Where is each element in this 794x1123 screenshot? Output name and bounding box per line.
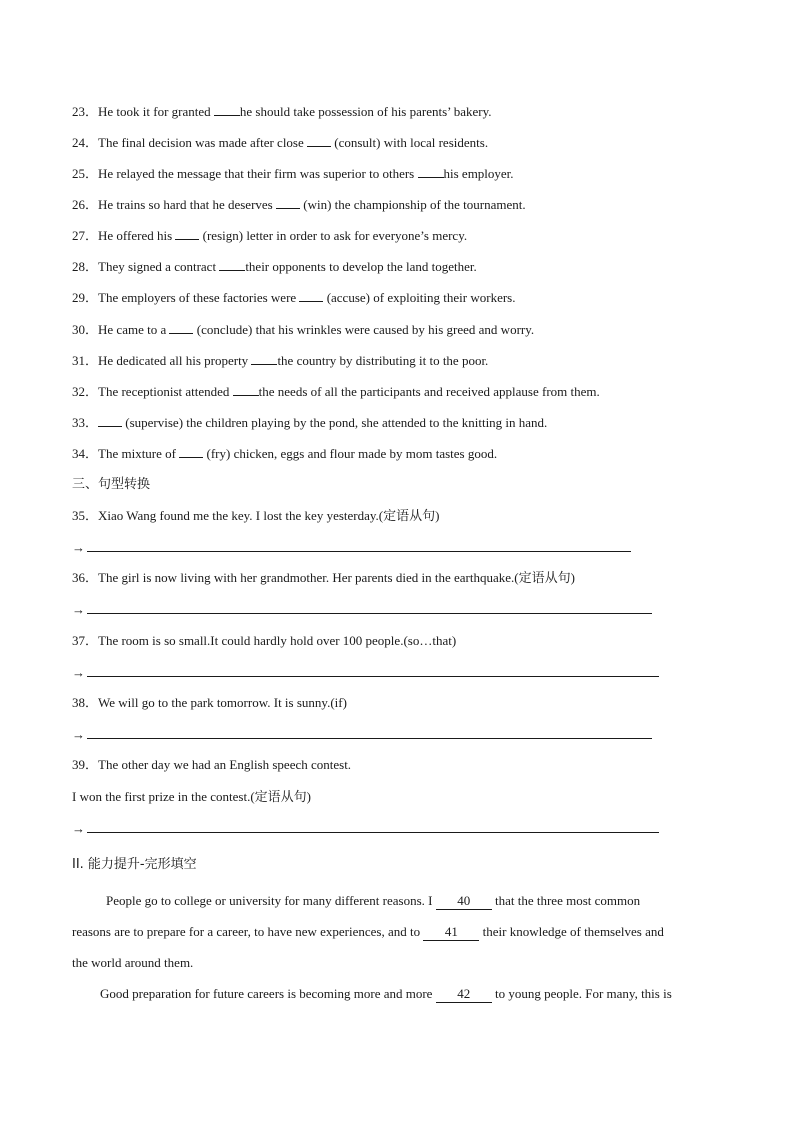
question-text: he should take possession of his parents’ bakery.: [239, 104, 492, 119]
question-24: [72, 134, 488, 151]
answer-line-39[interactable]: [72, 820, 659, 837]
answer-rule[interactable]: [87, 664, 659, 677]
question-text: (consult) with local residents.: [331, 135, 489, 150]
question-number: 24．: [72, 135, 99, 150]
answer-blank[interactable]: [219, 258, 245, 271]
question-text: the needs of all the participants and received applause from them.: [258, 384, 600, 399]
question-39-second-sentence: I won the first prize in the contest.(定语从句): [72, 789, 311, 804]
question-text: The receptionist attended: [98, 384, 233, 399]
cloze-text: reasons are to prepare for a career, to have new experiences, and to: [72, 924, 424, 939]
answer-blank[interactable]: [169, 321, 193, 334]
question-27: [72, 227, 467, 244]
question-text: He trains so hard that he deserves: [98, 197, 276, 212]
question-35: 35．Xiao Wang found me the key. I lost the key yesterday.(定语从句): [72, 508, 440, 523]
answer-blank[interactable]: [179, 445, 203, 458]
question-text: (resign) letter in order to ask for everyone’s mercy.: [199, 228, 468, 243]
question-text: He dedicated all his property: [98, 353, 252, 368]
cloze-line-4: [72, 986, 728, 1003]
answer-line-37[interactable]: [72, 664, 659, 681]
question-29: [72, 289, 515, 306]
arrow-icon: →: [72, 665, 85, 680]
question-text: The final decision was made after close: [98, 135, 308, 150]
question-33: [72, 414, 547, 431]
answer-blank[interactable]: [233, 383, 259, 396]
cloze-line-2: [72, 924, 722, 941]
answer-blank[interactable]: [214, 103, 240, 116]
answer-blank[interactable]: [98, 414, 122, 427]
arrow-icon: →: [72, 540, 85, 555]
question-31: [72, 352, 488, 369]
question-number: 29．: [72, 290, 99, 305]
question-34: [72, 445, 497, 462]
answer-line-38[interactable]: [72, 726, 652, 743]
question-number: 30．: [72, 322, 99, 337]
question-text: The employers of these factories were: [98, 290, 300, 305]
cloze-line-3: the world around them.: [72, 955, 194, 970]
question-number: 33．: [72, 415, 99, 430]
question-text: (fry) chicken, eggs and flour made by mom tastes good.: [203, 446, 498, 461]
question-number: 31．: [72, 353, 99, 368]
cloze-text: Good preparation for future careers is becoming more and more: [100, 986, 436, 1001]
question-text: their opponents to develop the land together.: [245, 259, 477, 274]
answer-rule[interactable]: [87, 601, 652, 614]
question-30: [72, 321, 534, 338]
question-number: 26．: [72, 197, 99, 212]
section-title-cloze: II. 能力提升-完形填空: [72, 857, 197, 872]
arrow-icon: →: [72, 727, 85, 742]
question-text: The mixture of: [98, 446, 180, 461]
answer-blank[interactable]: [299, 289, 323, 302]
question-number: 25．: [72, 166, 99, 181]
cloze-blank-41[interactable]: 41: [423, 924, 479, 941]
question-26: [72, 196, 526, 213]
question-text: (conclude) that his wrinkles were caused by his greed and worry.: [193, 322, 535, 337]
cloze-text: that the three most common: [491, 893, 641, 908]
question-text: He came to a: [98, 322, 170, 337]
question-text: He offered his: [98, 228, 176, 243]
question-text: (win) the championship of the tournament.: [300, 197, 526, 212]
question-36: 36．The girl is now living with her grandmother. Her parents died in the earthquake.(定语从句): [72, 570, 575, 585]
answer-line-36[interactable]: [72, 601, 652, 618]
arrow-icon: →: [72, 821, 85, 836]
question-38: 38．We will go to the park tomorrow. It is sunny.(if): [72, 695, 347, 710]
answer-rule[interactable]: [87, 726, 652, 739]
question-text: He took it for granted: [98, 104, 214, 119]
question-text: He relayed the message that their firm was superior to others: [98, 166, 418, 181]
cloze-blank-42[interactable]: 42: [436, 986, 492, 1003]
answer-rule[interactable]: [87, 820, 659, 833]
answer-line-35[interactable]: [72, 539, 631, 556]
question-28: [72, 258, 477, 275]
cloze-text: People go to college or university for many different reasons. I: [106, 893, 436, 908]
question-text: his employer.: [443, 166, 514, 181]
arrow-icon: →: [72, 602, 85, 617]
answer-blank[interactable]: [175, 227, 199, 240]
answer-rule[interactable]: [87, 539, 631, 552]
question-37: 37．The room is so small.It could hardly hold over 100 people.(so…that): [72, 633, 457, 648]
cloze-blank-40[interactable]: 40: [436, 893, 492, 910]
question-number: 34．: [72, 446, 99, 461]
answer-blank[interactable]: [307, 134, 331, 147]
question-39: 39．The other day we had an English speech contest.: [72, 757, 352, 772]
cloze-text: their knowledge of themselves and: [479, 924, 664, 939]
answer-blank[interactable]: [251, 352, 277, 365]
answer-blank[interactable]: [418, 165, 444, 178]
question-text: the country by distributing it to the poor.: [277, 353, 489, 368]
question-number: 23．: [72, 104, 99, 119]
section-title-sentence-transform: 三、句型转换: [72, 477, 151, 492]
question-text: (supervise) the children playing by the pond, she attended to the knitting in hand.: [122, 415, 548, 430]
cloze-line-1: [72, 893, 726, 910]
question-number: 27．: [72, 228, 99, 243]
question-32: [72, 383, 600, 400]
question-23: [72, 103, 492, 120]
question-text: They signed a contract: [98, 259, 220, 274]
question-number: 32．: [72, 384, 99, 399]
answer-blank[interactable]: [276, 196, 300, 209]
question-25: [72, 165, 514, 182]
cloze-text: to young people. For many, this is: [491, 986, 672, 1001]
question-text: (accuse) of exploiting their workers.: [323, 290, 516, 305]
question-number: 28．: [72, 259, 99, 274]
